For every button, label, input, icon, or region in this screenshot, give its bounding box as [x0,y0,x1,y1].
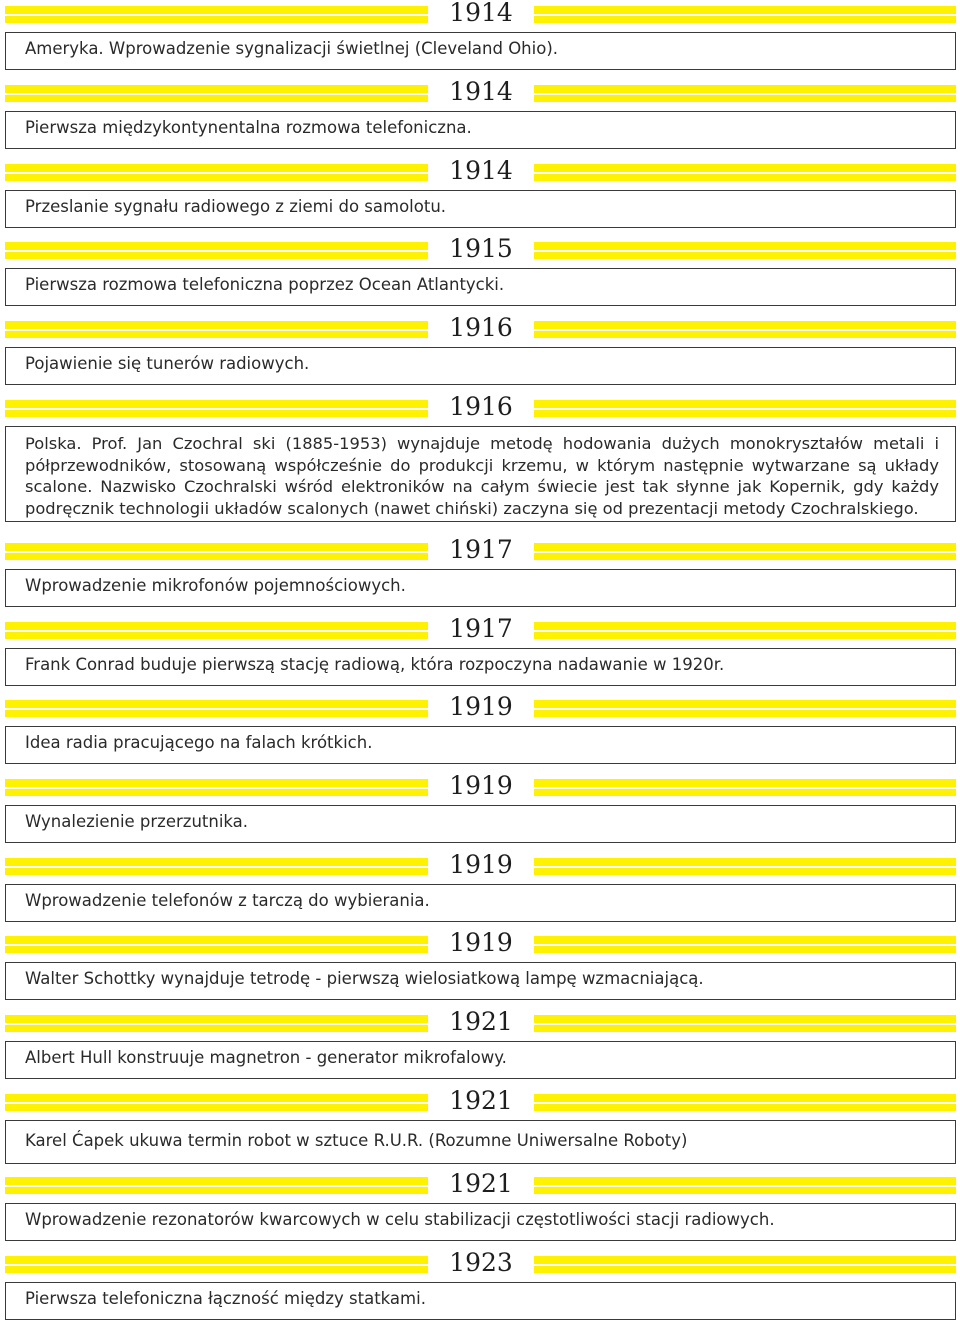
entry-box [5,426,956,522]
year-header [0,315,960,345]
yellow-bar-left [5,321,428,338]
year-header [0,0,960,30]
yellow-bar-left [5,242,428,259]
entry-box [5,726,956,764]
yellow-bar-right [534,400,956,417]
year-header [0,537,960,567]
yellow-bar-left [5,936,428,953]
entry-description: Wprowadzenie mikrofonów pojemnościowych. [25,576,406,595]
timeline-entry [0,1248,960,1308]
entry-description: Ameryka. Wprowadzenie sygnalizacji świetlnej (Cleveland Ohio). [25,39,558,58]
timeline-entry [0,692,960,752]
entry-description: Frank Conrad buduje pierwszą stację radiową, która rozpoczyna nadawanie w 1920r. [25,655,725,674]
yellow-bar-right [534,858,956,875]
entry-year: 1919 [449,771,513,800]
timeline-entry [0,771,960,831]
yellow-bar-left [5,400,428,417]
entry-description: Idea radia pracującego na falach krótkich. [25,733,373,752]
entry-box [5,805,956,843]
entry-year: 1916 [449,313,513,342]
year-header [0,394,960,424]
yellow-bar-left [5,6,428,23]
entry-box [5,1282,956,1320]
entry-box [5,111,956,149]
year-header [0,616,960,646]
timeline-entry [0,392,960,518]
entry-year: 1915 [449,234,513,263]
entry-description: Walter Schottky wynajduje tetrodę - pierwszą wielosiatkową lampę wzmacniającą. [25,969,704,988]
entry-year: 1921 [449,1169,513,1198]
yellow-bar-right [534,321,956,338]
entry-description: Polska. Prof. Jan Czochral ski (1885-1953) wynajduje metodę hodowania dużych monokryształów metali i półprzewodników, stosowaną współcześnie do produkcji krzemu, w którym następnie wytwarzane są układy scalone. Nazwisko Czochralski wśród elektroników na całym świecie jest tak słynne jak Kopernik, gdy każdy podręcznik technologii układów scalonych (nawet chiński) zaczyna się od prezentacji metody Czochralskiego. [25,434,939,518]
timeline-entry [0,850,960,910]
yellow-bar-left [5,1256,428,1273]
timeline-entry [0,928,960,988]
entry-box [5,190,956,228]
yellow-bar-left [5,1177,428,1194]
yellow-bar-left [5,858,428,875]
yellow-bar-left [5,164,428,181]
yellow-bar-left [5,779,428,796]
timeline-entry [0,313,960,373]
entry-description: Wynalezienie przerzutnika. [25,812,249,831]
yellow-bar-right [534,85,956,102]
year-header [0,1250,960,1280]
entry-box [5,569,956,607]
year-header [0,930,960,960]
year-header [0,79,960,109]
entry-box [5,648,956,686]
yellow-bar-right [534,242,956,259]
entry-box [5,1041,956,1079]
entry-year: 1919 [449,692,513,721]
yellow-bar-left [5,85,428,102]
yellow-bar-right [534,1256,956,1273]
yellow-bar-left [5,622,428,639]
year-header [0,773,960,803]
entry-description: Pojawienie się tunerów radiowych. [25,354,310,373]
yellow-bar-right [534,622,956,639]
yellow-bar-left [5,1094,428,1111]
yellow-bar-right [534,6,956,23]
year-header [0,1009,960,1039]
entry-year: 1919 [449,850,513,879]
entry-box [5,347,956,385]
entry-year: 1914 [449,77,513,106]
entry-description: Karel Ćapek ukuwa termin robot w sztuce R.U.R. (Rozumne Uniwersalne Roboty) [25,1131,688,1150]
year-header [0,158,960,188]
entry-year: 1917 [449,535,513,564]
timeline-entry [0,234,960,294]
yellow-bar-right [534,543,956,560]
entry-description: Pierwsza rozmowa telefoniczna poprzez Ocean Atlantycki. [25,275,505,294]
entry-year: 1921 [449,1086,513,1115]
timeline-entry [0,156,960,216]
year-header [0,1171,960,1201]
entry-year: 1917 [449,614,513,643]
entry-description: Wprowadzenie rezonatorów kwarcowych w celu stabilizacji częstotliwości stacji radiowych. [25,1210,775,1229]
yellow-bar-right [534,1177,956,1194]
year-header [0,236,960,266]
entry-box [5,884,956,922]
timeline-entry [0,1007,960,1067]
yellow-bar-right [534,1015,956,1032]
timeline-entry [0,1086,960,1150]
entry-year: 1916 [449,392,513,421]
entry-box [5,1203,956,1241]
entry-year: 1919 [449,928,513,957]
year-header [0,852,960,882]
entry-year: 1923 [449,1248,513,1277]
entry-box [5,1120,956,1164]
yellow-bar-right [534,1094,956,1111]
yellow-bar-left [5,543,428,560]
entry-description: Pierwsza telefoniczna łączność między statkami. [25,1289,426,1308]
year-header [0,1088,960,1118]
yellow-bar-left [5,1015,428,1032]
entry-description: Albert Hull konstruuje magnetron - generator mikrofalowy. [25,1048,507,1067]
entry-description: Przeslanie sygnału radiowego z ziemi do samolotu. [25,197,447,216]
entry-box [5,268,956,306]
entry-year: 1914 [449,156,513,185]
timeline-entry [0,1169,960,1229]
year-header [0,694,960,724]
yellow-bar-right [534,936,956,953]
timeline-entry [0,614,960,674]
entry-description: Wprowadzenie telefonów z tarczą do wybierania. [25,891,430,910]
timeline-entry [0,0,960,58]
yellow-bar-right [534,779,956,796]
timeline-entry [0,535,960,595]
entry-box [5,962,956,1000]
entry-description: Pierwsza międzykontynentalna rozmowa telefoniczna. [25,118,472,137]
yellow-bar-right [534,164,956,181]
yellow-bar-right [534,700,956,717]
entry-year: 1914 [449,0,513,27]
entry-year: 1921 [449,1007,513,1036]
timeline-entry [0,77,960,137]
yellow-bar-left [5,700,428,717]
entry-box [5,32,956,70]
